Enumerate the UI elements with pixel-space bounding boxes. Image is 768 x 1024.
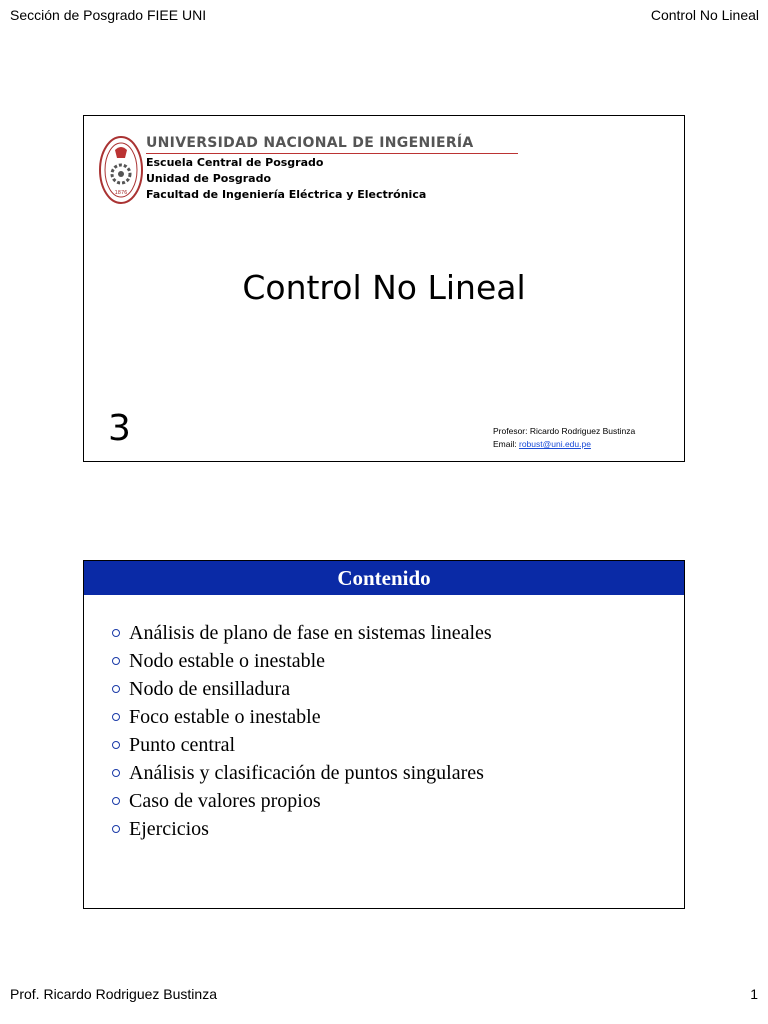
slide-title: Control No Lineal (242, 268, 526, 307)
university-name: UNIVERSIDAD NACIONAL DE INGENIERÍA (146, 135, 474, 151)
professor-info (493, 425, 635, 451)
list-item-label: Análisis y clasificación de puntos singulares (129, 762, 484, 784)
list-item (112, 703, 492, 731)
contents-header: Contenido (84, 561, 684, 595)
hollow-circle-bullet-icon (112, 685, 120, 693)
contents-list (112, 619, 492, 843)
list-item-label: Nodo de ensilladura (129, 678, 291, 700)
list-item-label: Nodo estable o inestable (129, 650, 326, 672)
list-item-label: Foco estable o inestable (129, 706, 321, 728)
page-number: 1 (750, 986, 758, 1002)
list-item-label: Análisis de plano de fase en sistemas lineales (129, 622, 492, 644)
hollow-circle-bullet-icon (112, 657, 120, 665)
list-item (112, 787, 492, 815)
email-line (493, 438, 635, 451)
list-item (112, 675, 492, 703)
email-link[interactable]: robust@uni.edu.pe (518, 439, 591, 449)
hollow-circle-bullet-icon (112, 825, 120, 833)
hollow-circle-bullet-icon (112, 629, 120, 637)
hollow-circle-bullet-icon (112, 769, 120, 777)
list-item (112, 619, 492, 647)
page-header-right: Control No Lineal (650, 7, 759, 23)
list-item (112, 731, 492, 759)
list-item-label: Punto central (129, 734, 236, 756)
faculty-line: Facultad de Ingeniería Eléctrica y Electrónica (146, 188, 427, 201)
page-header-left: Sección de Posgrado FIEE UNI (10, 7, 207, 23)
list-item (112, 759, 492, 787)
university-logo-block (98, 130, 523, 210)
list-item (112, 815, 492, 843)
slide-number: 3 (108, 408, 131, 449)
hollow-circle-bullet-icon (112, 797, 120, 805)
uni-seal-icon (98, 134, 144, 206)
university-divider (146, 153, 518, 154)
school-line: Escuela Central de Posgrado (146, 156, 324, 169)
list-item-label: Ejercicios (129, 818, 209, 840)
seal-year: 1876 (114, 190, 128, 196)
page-footer-left: Prof. Ricardo Rodriguez Bustinza (10, 986, 217, 1002)
hollow-circle-bullet-icon (112, 741, 120, 749)
hollow-circle-bullet-icon (112, 713, 120, 721)
email-label: Email: (493, 439, 519, 449)
unit-line: Unidad de Posgrado (146, 172, 272, 185)
title-slide (83, 115, 685, 462)
list-item-label: Caso de valores propios (129, 790, 321, 812)
contents-slide (83, 560, 685, 909)
list-item (112, 647, 492, 675)
professor-name: Profesor: Ricardo Rodriguez Bustinza (493, 426, 636, 436)
